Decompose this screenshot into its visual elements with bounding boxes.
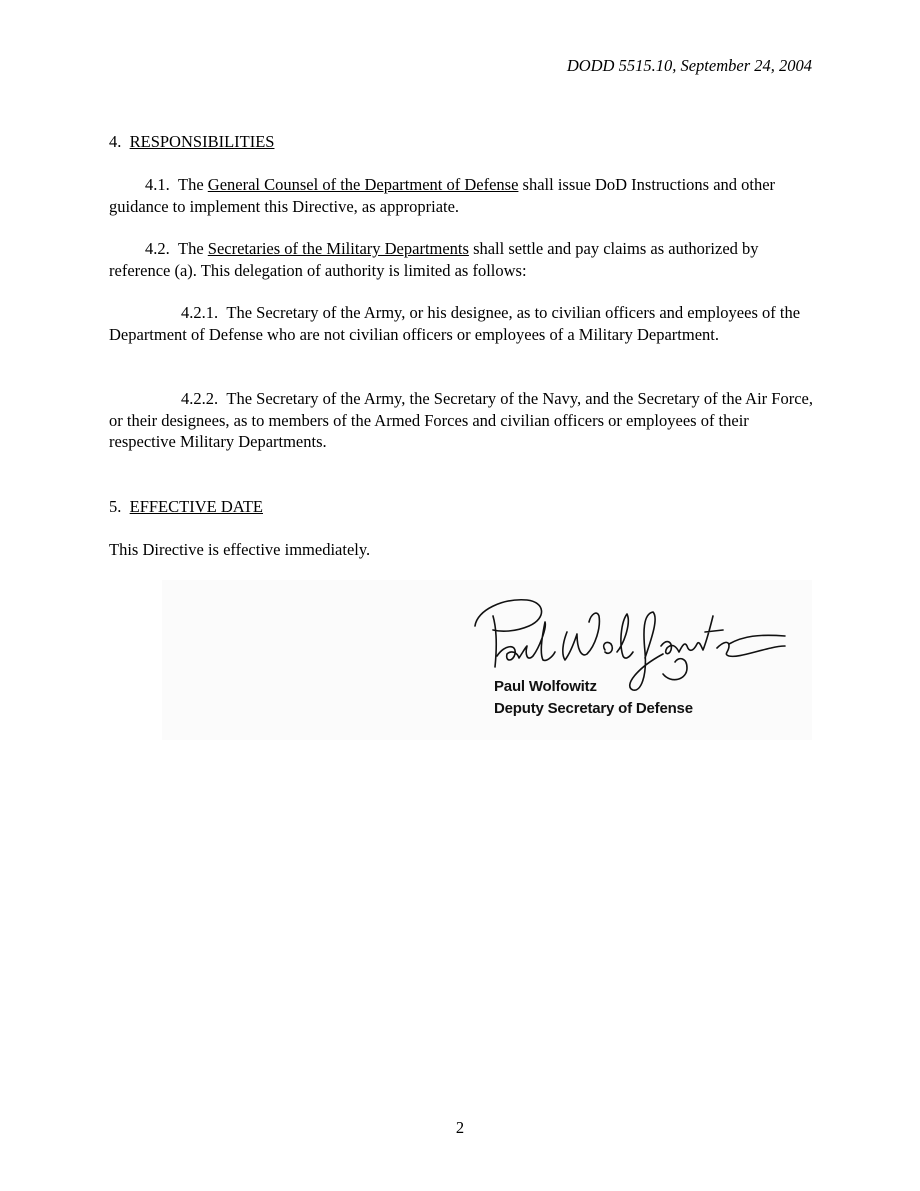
effective-date-text: This Directive is effective immediately. [109, 540, 371, 559]
paragraph-4-2 [109, 238, 814, 281]
paragraph-text: shall issue DoD Instructions and other guidance to implement this Directive, as appropriate. [109, 175, 776, 216]
entity-name: General Counsel of the Department of Defense [207, 175, 519, 194]
section-4-heading [109, 131, 814, 153]
paragraph-lead: The [178, 175, 204, 194]
page-number: 2 [455, 1118, 465, 1137]
paragraph-text: shall settle and pay claims as authorized by reference (a). This delegation of authority is limited as follows: [109, 239, 759, 280]
paragraph-4-2-2 [109, 388, 814, 453]
paragraph-4-2-1 [109, 302, 814, 345]
section-number: 5. [109, 497, 122, 516]
paragraph-text: The Secretary of the Army, the Secretary of the Navy, and the Secretary of the Air Force, or their designees, as to members of the Armed Forces and civilian officers or employees of their respective Military Departments. [109, 389, 813, 451]
entity-name: Secretaries of the Military Departments [207, 239, 469, 258]
handwritten-signature [467, 592, 787, 692]
signature-block [162, 580, 812, 740]
section-5-heading [109, 496, 814, 518]
paragraph-lead: The [178, 239, 204, 258]
paragraph-number: 4.2.1. [181, 303, 219, 322]
signer-title: Deputy Secretary of Defense [494, 700, 693, 717]
section-title: EFFECTIVE DATE [129, 497, 263, 516]
paragraph-number: 4.2. [145, 239, 170, 258]
paragraph-number: 4.1. [145, 175, 170, 194]
running-header: DODD 5515.10, September 24, 2004 [566, 56, 812, 75]
section-title: RESPONSIBILITIES [129, 132, 275, 151]
paragraph-text: The Secretary of the Army, or his designee, as to civilian officers and employees of the Department of Defense who are not civilian officers or employees of a Military Department. [109, 303, 801, 344]
signer-name: Paul Wolfowitz [494, 678, 597, 695]
paragraph-number: 4.2.2. [181, 389, 219, 408]
paragraph-4-1 [109, 174, 814, 217]
section-number: 4. [109, 132, 122, 151]
